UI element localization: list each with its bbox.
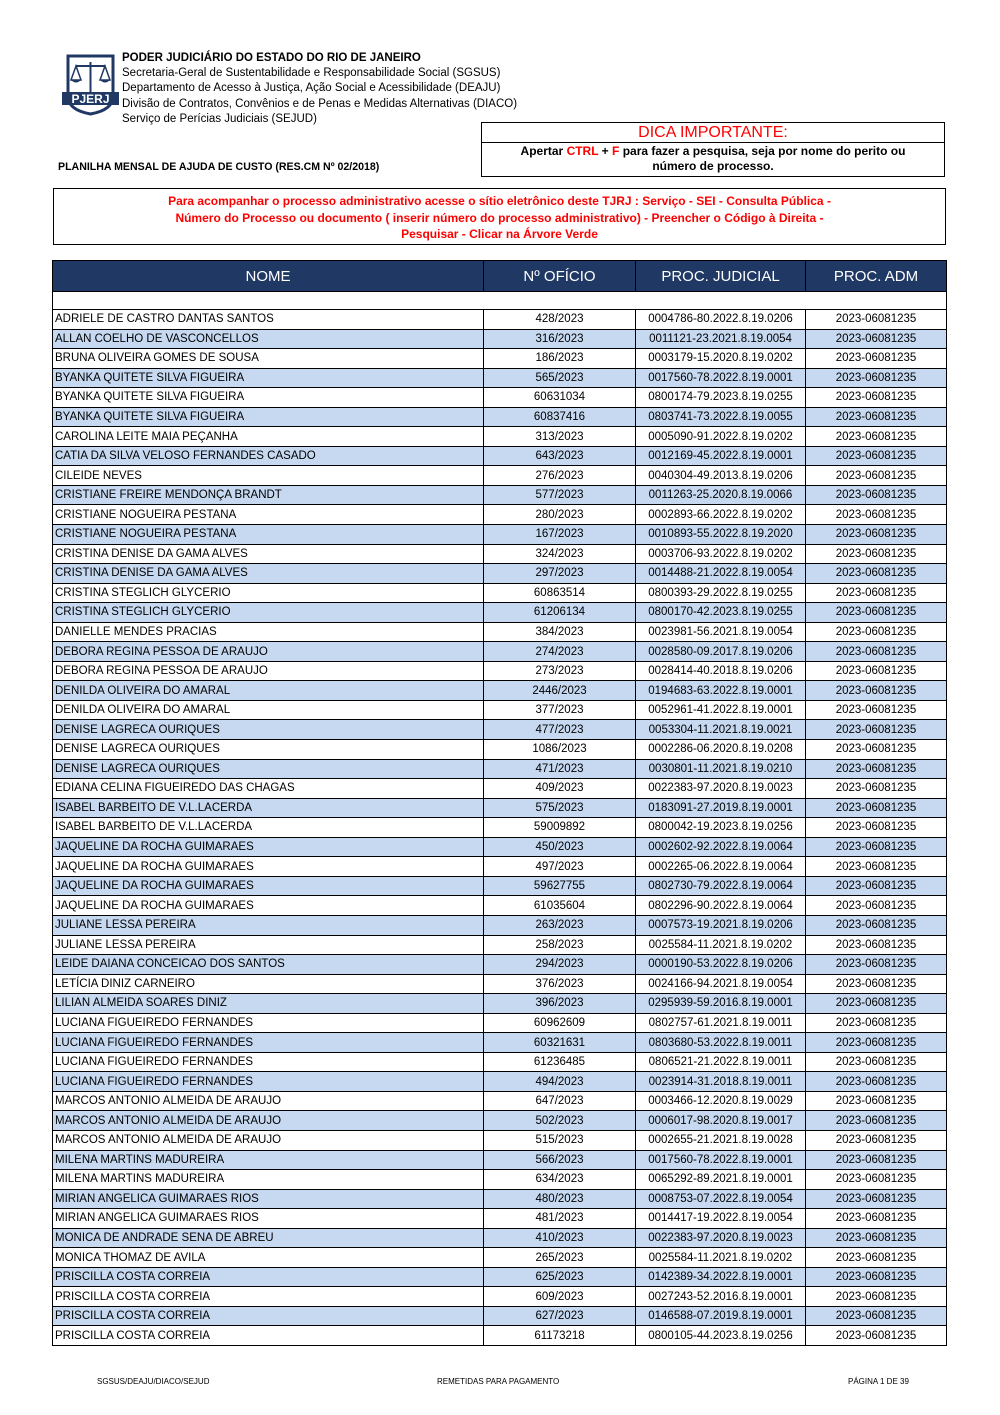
footer-center: REMETIDAS PARA PAGAMENTO (437, 1377, 560, 1386)
cell-proc-judicial: 0012169-45.2022.8.19.0001 (636, 446, 806, 466)
tip-key-f: F (612, 144, 620, 158)
cell-proc-judicial: 0802730-79.2022.8.19.0064 (636, 876, 806, 896)
table-row (53, 818, 947, 838)
cell-proc-judicial: 0007573-19.2021.8.19.0206 (636, 915, 806, 935)
cell-proc-adm: 2023-06081235 (806, 857, 947, 877)
table-header-row (53, 261, 947, 292)
cell-nome: BYANKA QUITETE SILVA FIGUEIRA (53, 407, 484, 427)
cell-oficio: 471/2023 (484, 759, 636, 779)
cell-proc-judicial: 0800105-44.2023.8.19.0256 (636, 1326, 806, 1346)
cell-proc-judicial: 0053304-11.2021.8.19.0021 (636, 720, 806, 740)
cell-oficio: 575/2023 (484, 798, 636, 818)
cell-oficio: 377/2023 (484, 700, 636, 720)
table-row (53, 1248, 947, 1268)
cell-proc-judicial: 0011263-25.2020.8.19.0066 (636, 485, 806, 505)
cell-proc-adm: 2023-06081235 (806, 798, 947, 818)
cell-proc-adm: 2023-06081235 (806, 720, 947, 740)
cell-proc-adm: 2023-06081235 (806, 876, 947, 896)
org-line-sgsus: Secretaria-Geral de Sustentabilidade e Responsabilidade Social (SGSUS) (122, 67, 501, 80)
cell-proc-judicial: 0004786-80.2022.8.19.0206 (636, 310, 806, 330)
cell-proc-judicial: 0017560-78.2022.8.19.0001 (636, 1150, 806, 1170)
cell-proc-judicial: 0802296-90.2022.8.19.0064 (636, 896, 806, 916)
table-row (53, 955, 947, 975)
cell-nome: DEBORA REGINA PESSOA DE ARAUJO (53, 661, 484, 681)
cell-proc-adm: 2023-06081235 (806, 329, 947, 349)
tip-title: DICA IMPORTANTE: (482, 123, 944, 143)
cell-proc-judicial: 0023914-31.2018.8.19.0011 (636, 1072, 806, 1092)
cell-nome: PRISCILLA COSTA CORREIA (53, 1287, 484, 1307)
organization-header (122, 51, 517, 127)
table-row (53, 661, 947, 681)
cell-proc-adm: 2023-06081235 (806, 740, 947, 760)
cell-oficio: 376/2023 (484, 974, 636, 994)
cell-proc-adm: 2023-06081235 (806, 388, 947, 408)
cell-nome: DENILDA OLIVEIRA DO AMARAL (53, 700, 484, 720)
cell-proc-judicial: 0052961-41.2022.8.19.0001 (636, 700, 806, 720)
cell-proc-adm: 2023-06081235 (806, 955, 947, 975)
cell-oficio: 313/2023 (484, 427, 636, 447)
table-row (53, 1130, 947, 1150)
cell-proc-adm: 2023-06081235 (806, 1209, 947, 1229)
cell-proc-adm: 2023-06081235 (806, 1189, 947, 1209)
cell-oficio: 276/2023 (484, 466, 636, 486)
cell-proc-adm: 2023-06081235 (806, 1013, 947, 1033)
table-row (53, 564, 947, 584)
table-row (53, 544, 947, 564)
cell-nome: LILIAN ALMEIDA SOARES DINIZ (53, 994, 484, 1014)
cell-proc-adm: 2023-06081235 (806, 1130, 947, 1150)
cell-oficio: 647/2023 (484, 1091, 636, 1111)
cell-proc-judicial: 0022383-97.2020.8.19.0023 (636, 779, 806, 799)
cell-oficio: 477/2023 (484, 720, 636, 740)
cell-proc-adm: 2023-06081235 (806, 583, 947, 603)
table-row (53, 603, 947, 623)
cell-nome: MONICA DE ANDRADE SENA DE ABREU (53, 1228, 484, 1248)
cell-oficio: 396/2023 (484, 994, 636, 1014)
cell-oficio: 502/2023 (484, 1111, 636, 1131)
cell-nome: CRISTIANE NOGUEIRA PESTANA (53, 525, 484, 545)
cell-proc-adm: 2023-06081235 (806, 661, 947, 681)
cell-nome: ISABEL BARBEITO DE V.L.LACERDA (53, 818, 484, 838)
table-row (53, 407, 947, 427)
cell-proc-judicial: 0003706-93.2022.8.19.0202 (636, 544, 806, 564)
table-row (53, 1013, 947, 1033)
cell-nome: DANIELLE MENDES PRACIAS (53, 622, 484, 642)
cell-proc-adm: 2023-06081235 (806, 837, 947, 857)
table-row (53, 720, 947, 740)
table-row (53, 446, 947, 466)
cell-proc-judicial: 0002286-06.2020.8.19.0208 (636, 740, 806, 760)
cell-proc-judicial: 0800170-42.2023.8.19.0255 (636, 603, 806, 623)
cell-nome: ALLAN COELHO DE VASCONCELLOS (53, 329, 484, 349)
cell-proc-judicial: 0023981-56.2021.8.19.0054 (636, 622, 806, 642)
table-row (53, 1306, 947, 1326)
cell-proc-adm: 2023-06081235 (806, 642, 947, 662)
table-row (53, 759, 947, 779)
cell-nome: CRISTINA STEGLICH GLYCERIO (53, 603, 484, 623)
cell-nome: JULIANE LESSA PEREIRA (53, 935, 484, 955)
cell-nome: JAQUELINE DA ROCHA GUIMARAES (53, 896, 484, 916)
notice-line: Pesquisar - Clicar na Árvore Verde (401, 227, 598, 241)
cell-oficio: 258/2023 (484, 935, 636, 955)
cell-oficio: 60321631 (484, 1033, 636, 1053)
cell-oficio: 294/2023 (484, 955, 636, 975)
column-header-nome: NOME (53, 261, 484, 292)
org-line-diaco: Divisão de Contratos, Convênios e de Penas e Medidas Alternativas (DIACO) (122, 97, 518, 110)
cell-proc-judicial: 0028580-09.2017.8.19.0206 (636, 642, 806, 662)
table-row (53, 466, 947, 486)
cell-oficio: 61173218 (484, 1326, 636, 1346)
cell-nome: MARCOS ANTONIO ALMEIDA DE ARAUJO (53, 1130, 484, 1150)
cell-nome: MARCOS ANTONIO ALMEIDA DE ARAUJO (53, 1091, 484, 1111)
cell-nome: BYANKA QUITETE SILVA FIGUEIRA (53, 388, 484, 408)
cell-oficio: 61035604 (484, 896, 636, 916)
cell-proc-adm: 2023-06081235 (806, 368, 947, 388)
cell-proc-adm: 2023-06081235 (806, 818, 947, 838)
logo-text: PJERJ (71, 92, 110, 106)
cell-proc-adm: 2023-06081235 (806, 681, 947, 701)
cell-proc-judicial: 0003179-15.2020.8.19.0202 (636, 349, 806, 369)
tip-key-ctrl: CTRL (566, 144, 599, 158)
cell-nome: LEIDE DAIANA CONCEICAO DOS SANTOS (53, 955, 484, 975)
table-row (53, 1111, 947, 1131)
cell-proc-adm: 2023-06081235 (806, 1091, 947, 1111)
cell-proc-adm: 2023-06081235 (806, 915, 947, 935)
table-row (53, 896, 947, 916)
cell-oficio: 565/2023 (484, 368, 636, 388)
cell-oficio: 634/2023 (484, 1170, 636, 1190)
cell-proc-adm: 2023-06081235 (806, 1326, 947, 1346)
cell-oficio: 577/2023 (484, 485, 636, 505)
table-row (53, 329, 947, 349)
table-row (53, 837, 947, 857)
cell-proc-judicial: 0006017-98.2020.8.19.0017 (636, 1111, 806, 1131)
cell-proc-judicial: 0002655-21.2021.8.19.0028 (636, 1130, 806, 1150)
cell-proc-adm: 2023-06081235 (806, 466, 947, 486)
table-row (53, 1052, 947, 1072)
table-row (53, 427, 947, 447)
cell-oficio: 59627755 (484, 876, 636, 896)
cell-proc-adm: 2023-06081235 (806, 1306, 947, 1326)
table-row (53, 368, 947, 388)
cell-proc-adm: 2023-06081235 (806, 1150, 947, 1170)
cell-oficio: 274/2023 (484, 642, 636, 662)
cell-oficio: 265/2023 (484, 1248, 636, 1268)
cell-oficio: 409/2023 (484, 779, 636, 799)
cell-nome: ADRIELE DE CASTRO DANTAS SANTOS (53, 310, 484, 330)
cell-nome: JAQUELINE DA ROCHA GUIMARAES (53, 876, 484, 896)
cell-oficio: 167/2023 (484, 525, 636, 545)
cell-proc-judicial: 0806521-21.2022.8.19.0011 (636, 1052, 806, 1072)
cell-oficio: 627/2023 (484, 1306, 636, 1326)
cell-nome: MILENA MARTINS MADUREIRA (53, 1150, 484, 1170)
cell-oficio: 280/2023 (484, 505, 636, 525)
cell-oficio: 497/2023 (484, 857, 636, 877)
table-row (53, 1228, 947, 1248)
cell-oficio: 428/2023 (484, 310, 636, 330)
cell-nome: EDIANA CELINA FIGUEIREDO DAS CHAGAS (53, 779, 484, 799)
cell-nome: LUCIANA FIGUEIREDO FERNANDES (53, 1052, 484, 1072)
cell-nome: DENISE LAGRECA OURIQUES (53, 759, 484, 779)
table-row (53, 388, 947, 408)
cell-proc-adm: 2023-06081235 (806, 1170, 947, 1190)
cell-proc-judicial: 0002265-06.2022.8.19.0064 (636, 857, 806, 877)
cell-proc-judicial: 0065292-89.2021.8.19.0001 (636, 1170, 806, 1190)
cell-nome: CAROLINA LEITE MAIA PEÇANHA (53, 427, 484, 447)
cell-proc-judicial: 0027243-52.2016.8.19.0001 (636, 1287, 806, 1307)
cell-proc-adm: 2023-06081235 (806, 974, 947, 994)
cell-proc-adm: 2023-06081235 (806, 994, 947, 1014)
org-line-court: PODER JUDICIÁRIO DO ESTADO DO RIO DE JANEIRO (122, 52, 421, 64)
table-row (53, 1150, 947, 1170)
cell-proc-adm: 2023-06081235 (806, 622, 947, 642)
blank-row (53, 292, 947, 310)
blank-cell (53, 292, 947, 310)
cell-proc-judicial: 0017560-78.2022.8.19.0001 (636, 368, 806, 388)
cell-nome: MIRIAN ANGELICA GUIMARAES RIOS (53, 1189, 484, 1209)
sheet-title: PLANILHA MENSAL DE AJUDA DE CUSTO (RES.CM Nº 02/2018) (58, 161, 380, 173)
cell-proc-adm: 2023-06081235 (806, 525, 947, 545)
cell-proc-judicial: 0000190-53.2022.8.19.0206 (636, 955, 806, 975)
cell-oficio: 60962609 (484, 1013, 636, 1033)
cell-proc-judicial: 0800174-79.2023.8.19.0255 (636, 388, 806, 408)
cell-nome: LUCIANA FIGUEIREDO FERNANDES (53, 1072, 484, 1092)
cell-proc-judicial: 0024166-94.2021.8.19.0054 (636, 974, 806, 994)
cell-proc-adm: 2023-06081235 (806, 505, 947, 525)
cell-proc-adm: 2023-06081235 (806, 1287, 947, 1307)
cell-nome: BRUNA OLIVEIRA GOMES DE SOUSA (53, 349, 484, 369)
table-row (53, 525, 947, 545)
cell-oficio: 410/2023 (484, 1228, 636, 1248)
table-row (53, 622, 947, 642)
cell-proc-judicial: 0025584-11.2021.8.19.0202 (636, 1248, 806, 1268)
cell-nome: DENISE LAGRECA OURIQUES (53, 720, 484, 740)
tip-text-part: para fazer a pesquisa, seja por nome do perito ou (619, 144, 906, 158)
cell-nome: MIRIAN ANGELICA GUIMARAES RIOS (53, 1209, 484, 1229)
cell-proc-adm: 2023-06081235 (806, 1267, 947, 1287)
cell-proc-adm: 2023-06081235 (806, 1052, 947, 1072)
cell-proc-judicial: 0803680-53.2022.8.19.0011 (636, 1033, 806, 1053)
table-row (53, 1033, 947, 1053)
cell-proc-judicial: 0002893-66.2022.8.19.0202 (636, 505, 806, 525)
cell-nome: MARCOS ANTONIO ALMEIDA DE ARAUJO (53, 1111, 484, 1131)
cell-oficio: 450/2023 (484, 837, 636, 857)
table-row (53, 876, 947, 896)
cell-nome: JULIANE LESSA PEREIRA (53, 915, 484, 935)
cell-oficio: 59009892 (484, 818, 636, 838)
column-header-proc-judicial: PROC. JUDICIAL (636, 261, 806, 292)
cell-proc-judicial: 0194683-63.2022.8.19.0001 (636, 681, 806, 701)
cell-proc-judicial: 0295939-59.2016.8.19.0001 (636, 994, 806, 1014)
notice-line: Para acompanhar o processo administrativo acesse o sítio eletrônico deste TJRJ : Serviço - SEI - Consulta Pública - (168, 194, 831, 208)
table-row (53, 310, 947, 330)
table-row (53, 779, 947, 799)
table-row (53, 1072, 947, 1092)
notice-line: Número do Processo ou documento ( inserir número do processo administrativo) - Preencher o Código à Direita - (175, 210, 824, 225)
cell-proc-adm: 2023-06081235 (806, 544, 947, 564)
table-row (53, 349, 947, 369)
table-row (53, 974, 947, 994)
cell-nome: CRISTINA STEGLICH GLYCERIO (53, 583, 484, 603)
cell-proc-adm: 2023-06081235 (806, 1072, 947, 1092)
cell-proc-adm: 2023-06081235 (806, 700, 947, 720)
cell-oficio: 61206134 (484, 603, 636, 623)
table-row (53, 1091, 947, 1111)
cell-proc-adm: 2023-06081235 (806, 485, 947, 505)
table-row (53, 1189, 947, 1209)
cell-oficio: 316/2023 (484, 329, 636, 349)
table-row (53, 583, 947, 603)
cell-oficio: 625/2023 (484, 1267, 636, 1287)
tip-text-part: Apertar (520, 144, 567, 158)
cell-proc-adm: 2023-06081235 (806, 935, 947, 955)
cell-nome: LUCIANA FIGUEIREDO FERNANDES (53, 1033, 484, 1053)
payment-table (52, 260, 947, 1346)
cell-nome: PRISCILLA COSTA CORREIA (53, 1326, 484, 1346)
cell-proc-judicial: 0040304-49.2013.8.19.0206 (636, 466, 806, 486)
cell-nome: DEBORA REGINA PESSOA DE ARAUJO (53, 642, 484, 662)
cell-proc-judicial: 0802757-61.2021.8.19.0011 (636, 1013, 806, 1033)
footer-page-number: PÁGINA 1 DE 39 (848, 1377, 909, 1386)
cell-nome: LUCIANA FIGUEIREDO FERNANDES (53, 1013, 484, 1033)
cell-oficio: 566/2023 (484, 1150, 636, 1170)
table-row (53, 935, 947, 955)
cell-proc-judicial: 0022383-97.2020.8.19.0023 (636, 1228, 806, 1248)
cell-proc-adm: 2023-06081235 (806, 564, 947, 584)
cell-proc-judicial: 0800042-19.2023.8.19.0256 (636, 818, 806, 838)
cell-proc-judicial: 0142389-34.2022.8.19.0001 (636, 1267, 806, 1287)
cell-oficio: 643/2023 (484, 446, 636, 466)
org-line-deaju: Departamento de Acesso à Justiça, Ação Social e Acessibilidade (DEAJU) (122, 82, 501, 95)
cell-nome: CRISTINA DENISE DA GAMA ALVES (53, 564, 484, 584)
cell-proc-adm: 2023-06081235 (806, 759, 947, 779)
tip-text (482, 143, 944, 174)
cell-proc-adm: 2023-06081235 (806, 407, 947, 427)
cell-oficio: 263/2023 (484, 915, 636, 935)
cell-nome: DENISE LAGRECA OURIQUES (53, 740, 484, 760)
cell-proc-adm: 2023-06081235 (806, 1228, 947, 1248)
cell-oficio: 297/2023 (484, 564, 636, 584)
cell-proc-adm: 2023-06081235 (806, 1111, 947, 1131)
cell-nome: LETÍCIA DINIZ CARNEIRO (53, 974, 484, 994)
table-row (53, 642, 947, 662)
cell-oficio: 1086/2023 (484, 740, 636, 760)
cell-oficio: 515/2023 (484, 1130, 636, 1150)
cell-proc-judicial: 0014488-21.2022.8.19.0054 (636, 564, 806, 584)
cell-proc-judicial: 0011121-23.2021.8.19.0054 (636, 329, 806, 349)
cell-nome: BYANKA QUITETE SILVA FIGUEIRA (53, 368, 484, 388)
cell-proc-judicial: 0002602-92.2022.8.19.0064 (636, 837, 806, 857)
cell-proc-judicial: 0003466-12.2020.8.19.0029 (636, 1091, 806, 1111)
table-row (53, 798, 947, 818)
cell-oficio: 60631034 (484, 388, 636, 408)
cell-oficio: 2446/2023 (484, 681, 636, 701)
cell-proc-adm: 2023-06081235 (806, 310, 947, 330)
footer-left: SGSUS/DEAJU/DIACO/SEJUD (97, 1377, 210, 1386)
cell-nome: MONICA THOMAZ DE AVILA (53, 1248, 484, 1268)
table-row (53, 1170, 947, 1190)
cell-oficio: 186/2023 (484, 349, 636, 369)
cell-nome: CATIA DA SILVA VELOSO FERNANDES CASADO (53, 446, 484, 466)
cell-proc-judicial: 0028414-40.2018.8.19.0206 (636, 661, 806, 681)
cell-nome: JAQUELINE DA ROCHA GUIMARAES (53, 837, 484, 857)
tip-box (481, 122, 945, 177)
cell-nome: CRISTINA DENISE DA GAMA ALVES (53, 544, 484, 564)
tip-text-part: número de processo. (652, 159, 774, 173)
table-row (53, 1209, 947, 1229)
cell-proc-adm: 2023-06081235 (806, 779, 947, 799)
table-row (53, 681, 947, 701)
cell-nome: CRISTIANE NOGUEIRA PESTANA (53, 505, 484, 525)
cell-nome: ISABEL BARBEITO DE V.L.LACERDA (53, 798, 484, 818)
cell-nome: JAQUELINE DA ROCHA GUIMARAES (53, 857, 484, 877)
cell-nome: PRISCILLA COSTA CORREIA (53, 1306, 484, 1326)
cell-proc-judicial: 0014417-19.2022.8.19.0054 (636, 1209, 806, 1229)
cell-nome: DENILDA OLIVEIRA DO AMARAL (53, 681, 484, 701)
cell-proc-judicial: 0803741-73.2022.8.19.0055 (636, 407, 806, 427)
cell-nome: PRISCILLA COSTA CORREIA (53, 1267, 484, 1287)
cell-oficio: 609/2023 (484, 1287, 636, 1307)
cell-oficio: 494/2023 (484, 1072, 636, 1092)
cell-oficio: 480/2023 (484, 1189, 636, 1209)
cell-proc-judicial: 0030801-11.2021.8.19.0210 (636, 759, 806, 779)
table-row (53, 700, 947, 720)
cell-proc-judicial: 0025584-11.2021.8.19.0202 (636, 935, 806, 955)
cell-proc-judicial: 0800393-29.2022.8.19.0255 (636, 583, 806, 603)
pjerj-logo (62, 52, 119, 116)
column-header-proc-adm: PROC. ADM (806, 261, 947, 292)
table-row (53, 485, 947, 505)
table-row (53, 1267, 947, 1287)
cell-proc-adm: 2023-06081235 (806, 1248, 947, 1268)
cell-nome: CILEIDE NEVES (53, 466, 484, 486)
table-row (53, 1326, 947, 1346)
cell-oficio: 384/2023 (484, 622, 636, 642)
cell-oficio: 273/2023 (484, 661, 636, 681)
cell-oficio: 481/2023 (484, 1209, 636, 1229)
cell-proc-judicial: 0010893-55.2022.8.19.2020 (636, 525, 806, 545)
cell-nome: MILENA MARTINS MADUREIRA (53, 1170, 484, 1190)
cell-proc-adm: 2023-06081235 (806, 427, 947, 447)
cell-proc-judicial: 0008753-07.2022.8.19.0054 (636, 1189, 806, 1209)
cell-nome: CRISTIANE FREIRE MENDONÇA BRANDT (53, 485, 484, 505)
cell-proc-adm: 2023-06081235 (806, 446, 947, 466)
table-row (53, 740, 947, 760)
org-line-sejud: Serviço de Perícias Judiciais (SEJUD) (122, 112, 317, 125)
cell-proc-adm: 2023-06081235 (806, 896, 947, 916)
table-row (53, 505, 947, 525)
cell-proc-judicial: 0005090-91.2022.8.19.0202 (636, 427, 806, 447)
column-header-oficio: Nº OFÍCIO (484, 261, 636, 292)
table-row (53, 1287, 947, 1307)
cell-oficio: 60837416 (484, 407, 636, 427)
table-row (53, 915, 947, 935)
cell-oficio: 60863514 (484, 583, 636, 603)
cell-oficio: 61236485 (484, 1052, 636, 1072)
cell-proc-adm: 2023-06081235 (806, 603, 947, 623)
cell-proc-adm: 2023-06081235 (806, 349, 947, 369)
notice-box (53, 188, 946, 245)
table-row (53, 857, 947, 877)
cell-oficio: 324/2023 (484, 544, 636, 564)
tip-plus: + (598, 144, 613, 158)
cell-proc-judicial: 0183091-27.2019.8.19.0001 (636, 798, 806, 818)
cell-proc-adm: 2023-06081235 (806, 1033, 947, 1053)
cell-proc-judicial: 0146588-07.2019.8.19.0001 (636, 1306, 806, 1326)
table-row (53, 994, 947, 1014)
